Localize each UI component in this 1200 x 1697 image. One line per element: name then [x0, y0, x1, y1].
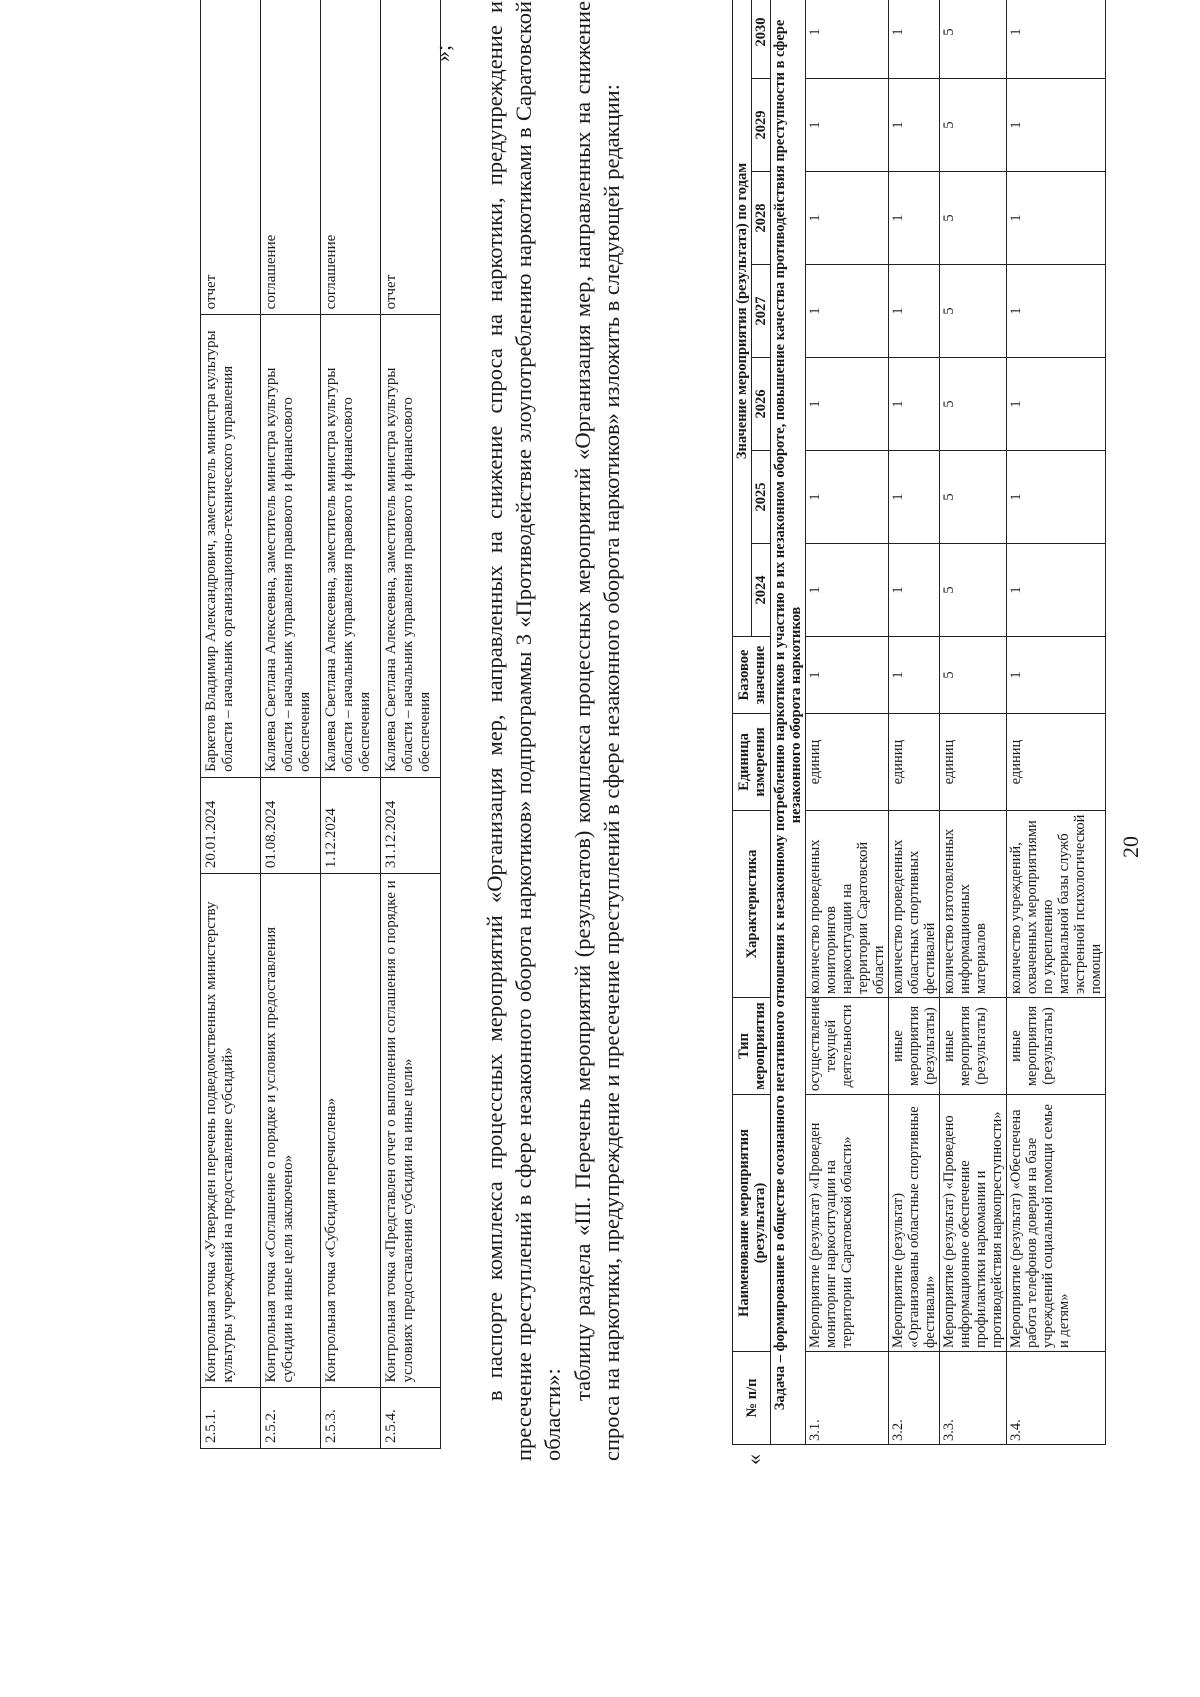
control-point-date: 1.12.2024 [321, 777, 381, 873]
event-number: 3.1. [806, 1352, 889, 1445]
header-unit: Единица измерения [733, 714, 771, 811]
event-row [1007, 0, 1106, 1445]
header-year: 2025 [752, 451, 771, 544]
event-name: Мероприятие (результат) «Обеспечена работа телефонов доверия на базе учреждений социальной помощи семье и детям» [1007, 1095, 1106, 1352]
event-base-value: 1 [1007, 637, 1106, 714]
paragraph-passport: в паспорте комплекса процессных мероприятий «Организация мер, направленных на снижение спроса на наркотики, предупреждение и пресечение преступлений в сфере незаконного оборота наркотиков» подпрограммы 3 «Противодействие злоупотреблению наркотиками в Саратовской области»: [482, 1, 565, 1461]
event-name: Мероприятие (результат) «Проведено информационное обеспечение профилактики наркомании и противодействия наркопреступности» [940, 1095, 1007, 1352]
event-year-value: 5 [940, 451, 1007, 544]
event-year-value: 1 [806, 0, 889, 79]
event-characteristic: количество проведенных мониторингов наркоситуации на территории Саратовской области [806, 811, 889, 998]
header-base: Базовое значение [733, 637, 771, 714]
page-number: 20 [1118, 836, 1143, 858]
event-year-value: 5 [940, 265, 1007, 358]
event-year-value: 1 [806, 544, 889, 637]
event-type: осуществление текущей деятельности [806, 998, 889, 1095]
event-unit: единиц [1007, 714, 1106, 811]
control-point-date: 31.12.2024 [381, 777, 441, 873]
event-year-value: 1 [1007, 172, 1106, 265]
control-point-name: Контрольная точка «Утвержден перечень подведомственных министерству культуры учреждений на предоставление субсидий» [201, 874, 261, 1388]
event-year-value: 1 [1007, 451, 1106, 544]
control-point-number: 2.5.2. [261, 1388, 321, 1449]
control-point-name: Контрольная точка «Субсидия перечислена» [321, 874, 381, 1388]
event-year-value: 1 [806, 451, 889, 544]
event-year-value: 1 [1007, 79, 1106, 172]
header-num: № п/п [733, 1352, 771, 1445]
event-row [806, 0, 889, 1445]
control-point-row [261, 0, 321, 1449]
control-point-name: Контрольная точка «Представлен отчет о выполнении соглашения о порядке и условиях предоставления субсидии на иные цели» [381, 874, 441, 1388]
event-year-value: 1 [889, 358, 940, 451]
header-year: 2026 [752, 358, 771, 451]
event-number: 3.4. [1007, 1352, 1106, 1445]
event-year-value: 1 [1007, 358, 1106, 451]
closing-quote-mark: »; [430, 44, 455, 62]
header-values: Значение мероприятия (результата) по годам [733, 0, 752, 637]
event-characteristic: количество изготовленных информационных материалов [940, 811, 1007, 998]
event-year-value: 1 [1007, 265, 1106, 358]
event-characteristic: количество проведенных областных спортивных фестивалей [889, 811, 940, 998]
header-year: 2030 [752, 0, 771, 79]
event-year-value: 1 [806, 265, 889, 358]
event-year-value: 1 [1007, 0, 1106, 79]
task-row [771, 0, 806, 1445]
event-year-value: 1 [806, 79, 889, 172]
events-table [732, 0, 1106, 1445]
control-point-document: соглашение [261, 0, 321, 315]
event-base-value: 1 [806, 637, 889, 714]
control-point-number: 2.5.3. [321, 1388, 381, 1449]
event-characteristic: количество учреждений, охваченных мероприятиями по укреплению материальной базы служб экстренной психологической помощи [1007, 811, 1106, 998]
event-row [889, 0, 940, 1445]
control-point-row [381, 0, 441, 1449]
event-year-value: 1 [1007, 544, 1106, 637]
opening-quote-mark: « [741, 1454, 766, 1465]
event-year-value: 1 [889, 265, 940, 358]
event-name: Мероприятие (результат) «Проведен мониторинг наркоситуации на территории Саратовской области» [806, 1095, 889, 1352]
header-year: 2027 [752, 265, 771, 358]
control-point-name: Контрольная точка «Соглашение о порядке и условиях предоставления субсидии на иные цели заключено» [261, 874, 321, 1388]
events-table-header-row [733, 0, 752, 1445]
control-point-responsible: Каляева Светлана Алексеевна, заместитель министра культуры области – начальник управления правового и финансового обеспечения [381, 315, 441, 778]
event-unit: единиц [889, 714, 940, 811]
header-year: 2028 [752, 172, 771, 265]
event-number: 3.2. [889, 1352, 940, 1445]
event-year-value: 1 [889, 544, 940, 637]
paragraph-table-replacement: таблицу раздела «III. Перечень мероприятий (результатов) комплекса процессных мероприятий «Организация мер, направленных на снижение спроса на наркотики, предупреждение и пресечение преступлений в сфере незаконного оборота наркотиков» изложить в следующей редакции: [570, 1, 624, 1461]
control-point-row [201, 0, 261, 1449]
control-point-row [321, 0, 381, 1449]
control-point-document: соглашение [321, 0, 381, 315]
event-type: иные мероприятия (результаты) [1007, 998, 1106, 1095]
control-point-responsible: Баркетов Владимир Александрович, заместитель министра культуры области – начальник организационно-технического управления [201, 315, 261, 778]
event-row [940, 0, 1007, 1445]
event-type: иные мероприятия (результаты) [889, 998, 940, 1095]
control-point-responsible: Каляева Светлана Алексеевна, заместитель министра культуры области – начальник управления правового и финансового обеспечения [321, 315, 381, 778]
event-type: иные мероприятия (результаты) [940, 998, 1007, 1095]
control-point-date: 20.01.2024 [201, 777, 261, 873]
control-point-responsible: Каляева Светлана Алексеевна, заместитель министра культуры области – начальник управления правового и финансового обеспечения [261, 315, 321, 778]
event-year-value: 1 [889, 451, 940, 544]
control-point-document: отчет [381, 0, 441, 315]
event-unit: единиц [806, 714, 889, 811]
control-point-document: отчет [201, 0, 261, 315]
header-year: 2029 [752, 79, 771, 172]
event-unit: единиц [940, 714, 1007, 811]
event-year-value: 1 [889, 172, 940, 265]
control-point-number: 2.5.4. [381, 1388, 441, 1449]
task-text: Задача – формирование в обществе осознанного негативного отношения к незаконному потреблению наркотиков и участию в их незаконном обороте, повышение качества противодействия преступности в сфере незаконного оборота наркотиков [771, 0, 806, 1445]
event-year-value: 5 [940, 79, 1007, 172]
event-year-value: 1 [889, 0, 940, 79]
header-name: Наименование мероприятия (результата) [733, 1095, 771, 1352]
event-year-value: 5 [940, 0, 1007, 79]
control-point-number: 2.5.1. [201, 1388, 261, 1449]
event-year-value: 1 [806, 358, 889, 451]
event-year-value: 5 [940, 358, 1007, 451]
event-base-value: 1 [889, 637, 940, 714]
event-year-value: 1 [806, 172, 889, 265]
control-point-date: 01.08.2024 [261, 777, 321, 873]
event-year-value: 1 [889, 79, 940, 172]
control-points-table [200, 0, 441, 1449]
event-year-value: 5 [940, 544, 1007, 637]
event-number: 3.3. [940, 1352, 1007, 1445]
header-year: 2024 [752, 544, 771, 637]
header-characteristic: Характеристика [733, 811, 771, 998]
header-type: Тип мероприятия [733, 998, 771, 1095]
event-base-value: 5 [940, 637, 1007, 714]
event-name: Мероприятие (результат) «Организованы областные спортивные фестивали» [889, 1095, 940, 1352]
event-year-value: 5 [940, 172, 1007, 265]
